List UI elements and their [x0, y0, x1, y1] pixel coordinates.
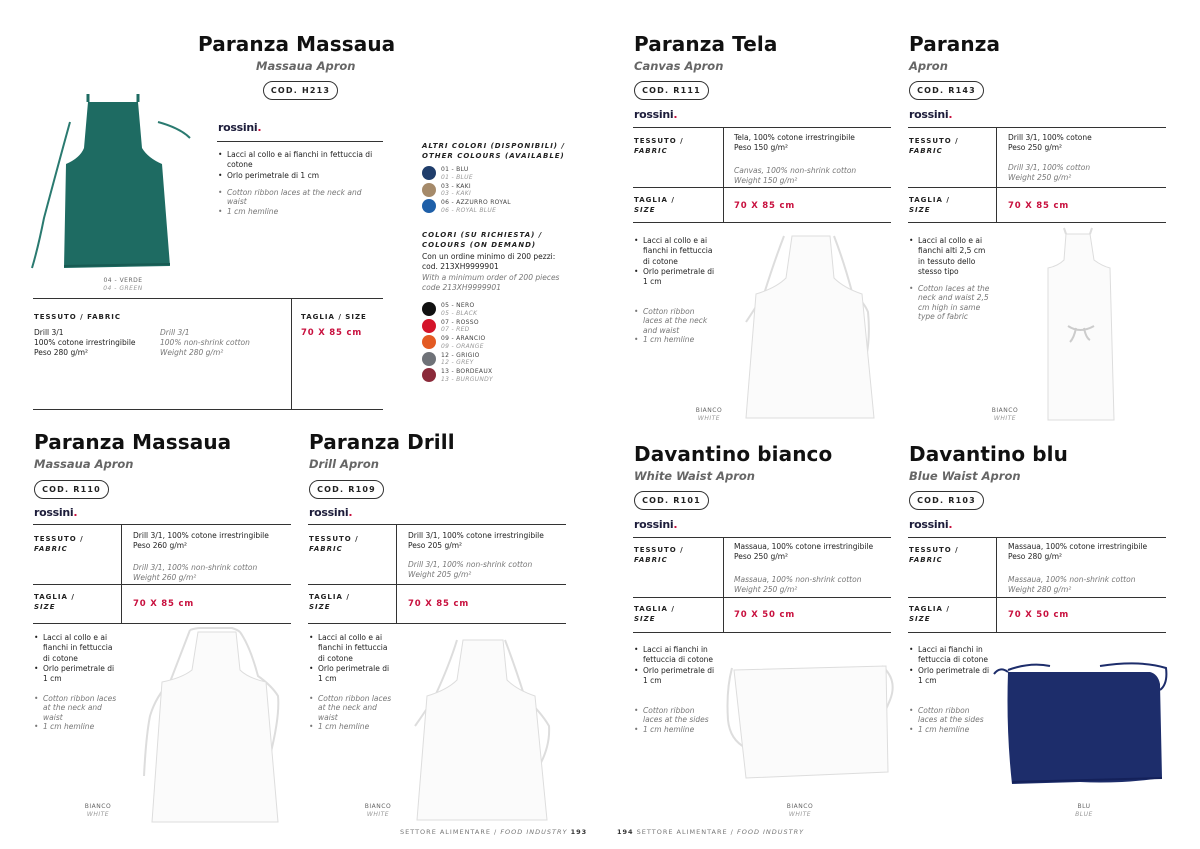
color-caption: BIANCO WHITE — [991, 407, 1019, 422]
color-swatch — [422, 319, 436, 333]
features-it: • Lacci al collo e ai fianchi alti 2,5 cm in tessuto dello stesso tipo — [909, 236, 991, 277]
product-title: Paranza Tela — [634, 32, 778, 56]
size-label: TAGLIA / SIZE — [34, 593, 75, 611]
features-it: • Lacci ai fianchi in fettuccia di cotone • Orlo perimetrale di 1 cm — [909, 645, 991, 686]
size-value: 70 X 85 cm — [133, 599, 194, 609]
fabric-value-it: Drill 3/1 100% cotone irrestringibile Peso 280 g/m² — [34, 328, 136, 357]
product-code-badge: COD. H213 — [263, 81, 338, 100]
color-swatch — [422, 166, 436, 180]
features-en: • Cotton ribbon laces at the sides • 1 cm hemline — [634, 706, 716, 734]
fabric-value-it: Massaua, 100% cotone irrestringibile Peso 250 g/m² — [734, 542, 874, 561]
product-subtitle: Massaua Apron — [256, 59, 356, 73]
product-subtitle: White Waist Apron — [634, 469, 755, 483]
features-en: • Cotton ribbon laces at the sides • 1 cm hemline — [909, 706, 991, 734]
color-swatch-label: 06 - AZZURRO ROYAL 06 - ROYAL BLUE — [441, 199, 511, 214]
product-title: Paranza Massaua — [34, 430, 232, 454]
white-waist-apron-image — [722, 660, 898, 780]
product-subtitle: Apron — [909, 59, 948, 73]
demand-colors-title: COLORI (SU RICHIESTA) / COLOURS (ON DEMAND) — [422, 231, 543, 249]
white-apron-image — [738, 232, 878, 420]
color-caption: BIANCO WHITE — [364, 803, 392, 818]
size-value: 70 X 85 cm — [1008, 201, 1069, 211]
product-title: Paranza — [909, 32, 1001, 56]
demand-note-it: Con un ordine minimo di 200 pezzi: cod. 213XH9999901 — [422, 252, 556, 271]
features-it: • Lacci al collo e ai fianchi in fettuccia di cotone • Orlo perimetrale di 1 cm — [309, 633, 394, 684]
size-value: 70 X 85 cm — [734, 201, 795, 211]
white-apron-image — [1040, 230, 1120, 422]
features-it: • Lacci al collo e ai fianchi in fettuccia di cotone • Orlo perimetrale di 1 cm — [218, 150, 383, 181]
footer-left: SETTORE ALIMENTARE / FOOD INDUSTRY 193 — [400, 828, 588, 836]
color-swatch — [422, 335, 436, 349]
features-en: • Cotton ribbon laces at the neck and waist • 1 cm hemline — [34, 694, 119, 732]
fabric-value-it: Tela, 100% cotone irrestringibile Peso 150 g/m² — [734, 133, 855, 152]
product-subtitle: Drill Apron — [309, 457, 379, 471]
footer-right: 194 SETTORE ALIMENTARE / FOOD INDUSTRY — [617, 828, 805, 836]
fabric-value-en: Drill 3/1, 100% cotton Weight 250 g/m² — [1008, 163, 1091, 182]
fabric-label: TESSUTO / FABRIC — [909, 137, 959, 155]
color-swatch-label: 05 - NERO 05 - BLACK — [441, 302, 478, 317]
color-swatch — [422, 302, 436, 316]
demand-note-en: With a minimum order of 200 pieces code 213XH9999901 — [422, 273, 560, 292]
fabric-value-en: Drill 3/1, 100% non-shrink cotton Weight 205 g/m² — [408, 560, 533, 579]
color-caption: BIANCO WHITE — [786, 803, 814, 818]
rossini-logo: rossini. — [309, 506, 353, 519]
product-code-badge: COD. R111 — [634, 81, 709, 100]
rossini-logo: rossini. — [634, 108, 678, 121]
fabric-value-en: Drill 3/1, 100% non-shrink cotton Weight 260 g/m² — [133, 563, 258, 582]
product-subtitle: Massaua Apron — [34, 457, 134, 471]
product-title: Davantino bianco — [634, 442, 833, 466]
product-subtitle: Canvas Apron — [634, 59, 724, 73]
product-code-badge: COD. R103 — [909, 491, 984, 510]
size-label: TAGLIA / SIZE — [634, 196, 675, 214]
product-title: Davantino blu — [909, 442, 1068, 466]
color-swatch — [422, 352, 436, 366]
color-swatch — [422, 199, 436, 213]
features-en: • Cotton ribbon laces at the neck and waist • 1 cm hemline — [634, 307, 716, 345]
fabric-label: TESSUTO / FABRIC — [634, 137, 684, 155]
rossini-logo: rossini. — [909, 518, 953, 531]
color-caption: BLU BLUE — [1075, 803, 1093, 818]
color-caption: 04 - VERDE 04 - GREEN — [103, 277, 143, 292]
color-swatch-label: 07 - ROSSO 07 - RED — [441, 318, 479, 333]
features-it: • Lacci al collo e ai fianchi in fettuccia di cotone • Orlo perimetrale di 1 cm — [34, 633, 119, 684]
rossini-logo: rossini. — [34, 506, 78, 519]
other-colors-title: ALTRI COLORI (DISPONIBILI) / OTHER COLOURS (AVAILABLE) — [422, 142, 566, 160]
blue-waist-apron-image — [990, 660, 1170, 786]
features-it: • Lacci ai fianchi in fettuccia di cotone • Orlo perimetrale di 1 cm — [634, 645, 716, 686]
color-swatch-label: 13 - BORDEAUX 13 - BURGUNDY — [441, 368, 494, 383]
fabric-value-it: Drill 3/1, 100% cotone Peso 250 g/m² — [1008, 133, 1092, 152]
fabric-value-it: Drill 3/1, 100% cotone irrestringibile Peso 205 g/m² — [408, 531, 544, 550]
rossini-logo: rossini. — [909, 108, 953, 121]
size-label: TAGLIA / SIZE — [309, 593, 350, 611]
color-swatch — [422, 368, 436, 382]
product-code-badge: COD. R109 — [309, 480, 384, 499]
fabric-value-it: Drill 3/1, 100% cotone irrestringibile Peso 260 g/m² — [133, 531, 269, 550]
fabric-label: TESSUTO / FABRIC — [634, 546, 684, 564]
product-code-badge: COD. R143 — [909, 81, 984, 100]
size-label: TAGLIA / SIZE — [909, 605, 950, 623]
product-code-badge: COD. R101 — [634, 491, 709, 510]
fabric-value-en: Massaua, 100% non-shrink cotton Weight 280 g/m² — [1008, 575, 1136, 594]
size-label: TAGLIA / SIZE — [634, 605, 675, 623]
fabric-value-en: Drill 3/1 100% non-shrink cotton Weight 280 g/m² — [160, 328, 250, 357]
size-value: 70 X 85 cm — [408, 599, 469, 609]
fabric-value-en: Canvas, 100% non-shrink cotton Weight 150 g/m² — [734, 166, 857, 185]
color-swatch-label: 09 - ARANCIO 09 - ORANGE — [441, 335, 486, 350]
white-apron-image — [405, 636, 555, 822]
color-swatch-label: 03 - KAKI 03 - KAKI — [441, 182, 472, 197]
fabric-label: TESSUTO / FABRIC — [909, 546, 959, 564]
product-code-badge: COD. R110 — [34, 480, 109, 499]
fabric-value-en: Massaua, 100% non-shrink cotton Weight 250 g/m² — [734, 575, 862, 594]
product-title: Paranza Massaua — [198, 32, 396, 56]
fabric-label: TESSUTO / FABRIC — [34, 313, 122, 321]
color-swatch — [422, 183, 436, 197]
fabric-label: TESSUTO / FABRIC — [309, 535, 359, 553]
product-title: Paranza Drill — [309, 430, 455, 454]
features-en: • Cotton laces at the neck and waist 2,5 cm high in same type of fabric — [909, 284, 991, 322]
rossini-logo: rossini. — [634, 518, 678, 531]
rossini-logo: rossini. — [218, 121, 262, 134]
color-swatch-label: 01 - BLU 01 - BLUE — [441, 166, 473, 181]
color-caption: BIANCO WHITE — [84, 803, 112, 818]
fabric-label: TESSUTO / FABRIC — [34, 535, 84, 553]
size-value: 70 X 50 cm — [1008, 610, 1069, 620]
features-it: • Lacci al collo e ai fianchi in fettuccia di cotone • Orlo perimetrale di 1 cm — [634, 236, 716, 287]
color-swatch-label: 12 - GRIGIO 12 - GREY — [441, 351, 480, 366]
green-apron-image — [30, 98, 200, 278]
size-label: TAGLIA / SIZE — [909, 196, 950, 214]
size-label: TAGLIA / SIZE — [301, 313, 367, 321]
fabric-value-it: Massaua, 100% cotone irrestringibile Peso 280 g/m² — [1008, 542, 1148, 561]
size-value: 70 X 85 cm — [301, 328, 362, 338]
white-apron-image — [140, 626, 285, 824]
features-en: • Cotton ribbon laces at the neck and waist • 1 cm hemline — [309, 694, 394, 732]
size-value: 70 X 50 cm — [734, 610, 795, 620]
product-subtitle: Blue Waist Apron — [909, 469, 1021, 483]
color-caption: BIANCO WHITE — [695, 407, 723, 422]
features-en: • Cotton ribbon laces at the neck and waist • 1 cm hemline — [218, 188, 373, 216]
